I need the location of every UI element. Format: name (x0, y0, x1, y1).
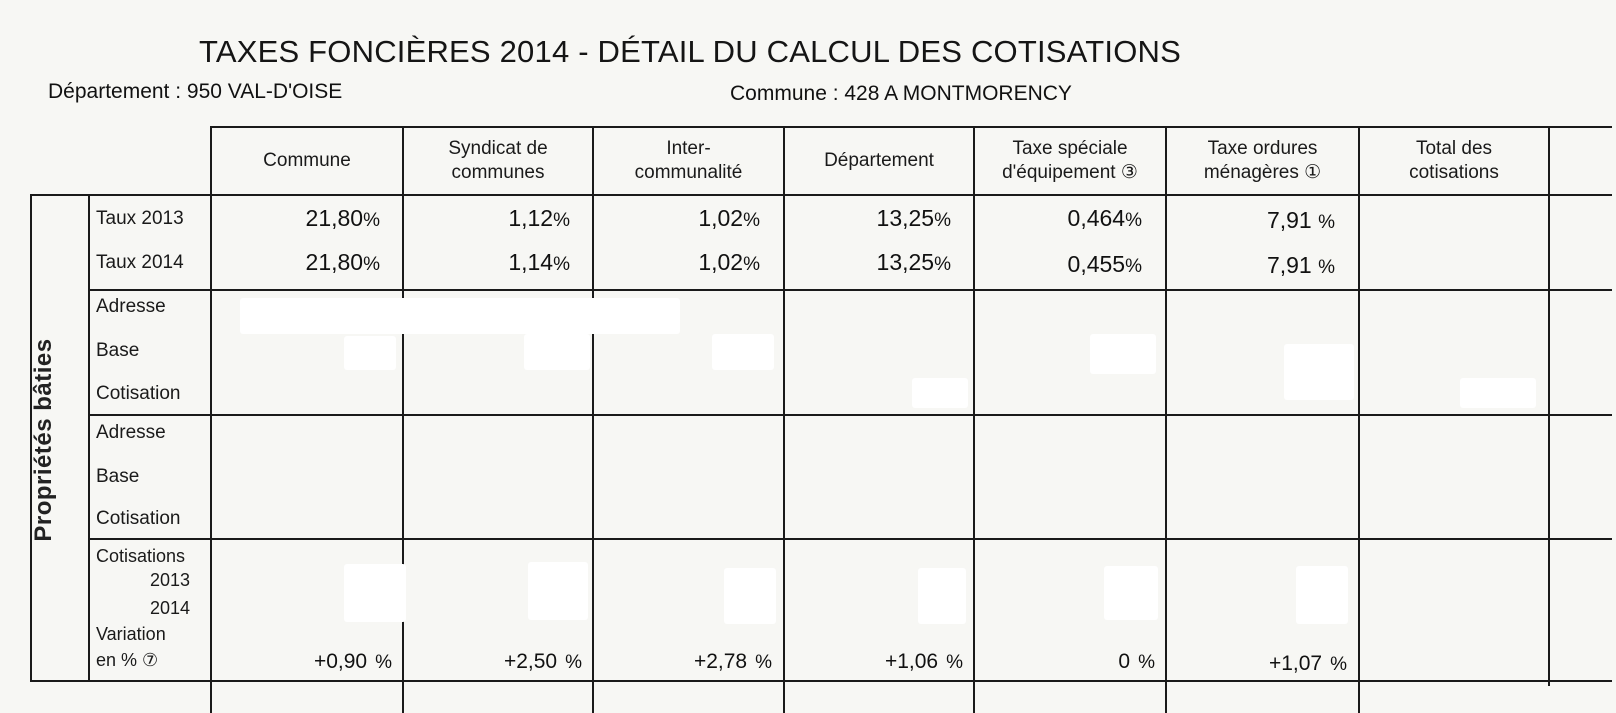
percent-sign: % (743, 210, 760, 231)
row-label-cotisation-1: Cotisation (96, 383, 181, 404)
taux-2013-intercommunalite: 1,02% (698, 205, 760, 231)
percent-sign: % (565, 652, 582, 673)
header-taxe-speciale: Taxe spéciale d'équipement ③ (1002, 138, 1138, 183)
rule-taux-bottom (88, 289, 1612, 291)
taux-2013-commune: 21,80% (305, 205, 380, 231)
redaction-cotisation-total (1460, 378, 1536, 408)
percent-sign: % (1318, 212, 1335, 233)
percent-sign: % (1318, 257, 1335, 278)
variation-commune: +0,90 % (313, 650, 392, 673)
rule-group2-bottom (88, 538, 1612, 540)
header-commune: Commune (263, 150, 351, 171)
redaction-base-syndicat (524, 334, 590, 370)
percent-sign: % (1330, 654, 1347, 675)
rule-right (1548, 126, 1550, 686)
row-label-year-2013: 2013 (150, 570, 191, 590)
rule-bottom (30, 680, 1612, 682)
taux-2013-syndicat: 1,12% (508, 205, 570, 231)
taux-2014-ordures: 7,91 % (1266, 252, 1335, 278)
row-label-year-2014: 2014 (150, 598, 191, 618)
percent-sign: % (375, 652, 392, 673)
redaction-cotisations-syndicat (528, 562, 588, 620)
row-label-taux-2013: Taux 2013 (96, 208, 184, 229)
taux-2013-departement: 13,25% (876, 205, 951, 231)
header-intercommunalite: Inter-communalité (634, 138, 743, 183)
row-label-base-2: Base (96, 466, 140, 487)
taux-2013-ordures: 7,91 % (1266, 207, 1335, 233)
redaction-cotisations-intercommunalite (724, 568, 776, 624)
taux-2014-commune: 21,80% (305, 249, 380, 275)
variation-ordures: +1,07 % (1268, 652, 1347, 675)
section-label-proprietes-baties: Propriétés bâties (30, 338, 57, 542)
redaction-cotisation-departement (912, 378, 968, 408)
percent-sign: % (934, 254, 951, 275)
row-label-variation-unit: en % ⑦ (96, 650, 159, 670)
redaction-base-intercommunalite (712, 334, 774, 370)
rule-label-col (88, 194, 90, 682)
percent-sign: % (755, 652, 772, 673)
percent-sign: % (946, 652, 963, 673)
row-label-base-1: Base (96, 340, 140, 361)
row-label-cotisation-2: Cotisation (96, 508, 181, 529)
variation-taxe-speciale: 0 % (1118, 650, 1155, 673)
row-label-cotisations: Cotisations (96, 546, 186, 566)
redaction-address (240, 298, 680, 334)
commune-label: Commune : 428 A MONTMORENCY (730, 82, 1072, 105)
variation-intercommunalite: +2,78 % (693, 650, 772, 673)
taux-2013-taxe-speciale: 0,464% (1067, 205, 1142, 231)
department-label: Département : 950 VAL-D'OISE (48, 80, 343, 103)
percent-sign: % (1138, 652, 1155, 673)
header-ordures-menageres: Taxe ordures ménagères ① (1203, 138, 1322, 183)
taux-2014-taxe-speciale: 0,455% (1067, 251, 1142, 277)
redaction-cotisations-ordures (1296, 566, 1348, 624)
percent-sign: % (553, 210, 570, 231)
redaction-base-taxe-speciale (1090, 334, 1156, 374)
rule-group1-bottom (88, 414, 1612, 416)
row-label-variation: Variation (96, 624, 166, 644)
redaction-base-ordures (1284, 344, 1354, 400)
percent-sign: % (363, 210, 380, 231)
row-label-taux-2014: Taux 2014 (96, 252, 184, 273)
redaction-base-commune (344, 336, 396, 370)
taux-2014-syndicat: 1,14% (508, 249, 570, 275)
percent-sign: % (553, 254, 570, 275)
variation-departement: +1,06 % (884, 650, 963, 673)
header-total: Total des cotisations (1409, 138, 1499, 183)
percent-sign: % (1125, 256, 1142, 277)
variation-syndicat: +2,50 % (503, 650, 582, 673)
redaction-cotisations-departement (918, 568, 966, 624)
row-label-adresse-2: Adresse (96, 422, 166, 443)
rule-col-7 (1358, 126, 1360, 713)
header-departement: Département (824, 150, 934, 171)
row-label-adresse-1: Adresse (96, 296, 166, 317)
page-title: TAXES FONCIÈRES 2014 - DÉTAIL DU CALCUL DES COTISATIONS (199, 34, 1181, 69)
percent-sign: % (934, 210, 951, 231)
percent-sign: % (1125, 210, 1142, 231)
percent-sign: % (363, 254, 380, 275)
redaction-cotisations-taxe-speciale (1104, 566, 1158, 620)
rule-header-bottom (30, 194, 1612, 196)
percent-sign: % (743, 254, 760, 275)
redaction-cotisations-commune (344, 564, 406, 622)
header-syndicat: Syndicat de communes (448, 138, 548, 183)
taux-2014-intercommunalite: 1,02% (698, 249, 760, 275)
taux-2014-departement: 13,25% (876, 249, 951, 275)
